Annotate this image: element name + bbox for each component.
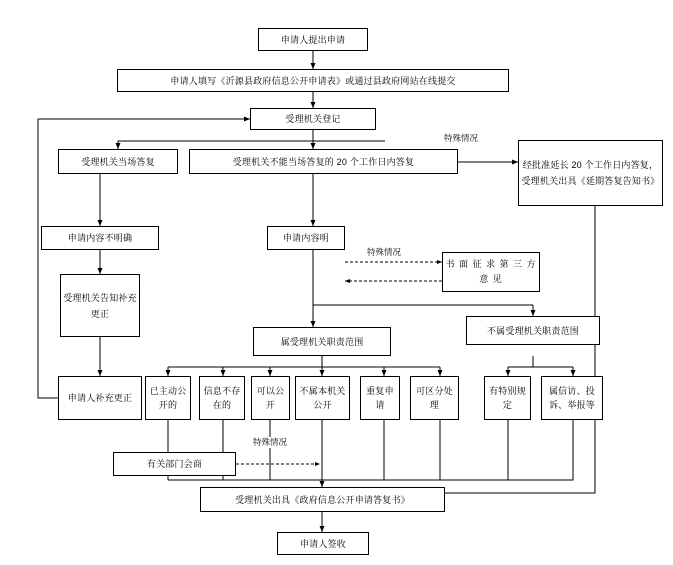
node-not-exist: 信息不存在的	[199, 376, 245, 420]
node-onsite-reply: 受理机关当场答复	[58, 149, 178, 174]
node-petition-complaint: 属信访、投诉、举报等	[541, 376, 603, 420]
node-third-party-opinion: 书 面 征 求 第 三 方 意 见	[442, 252, 540, 292]
node-not-this-agency: 不属本机关公开	[295, 376, 350, 420]
node-applicant-receipt: 申请人签收	[277, 532, 369, 555]
node-fill-form: 申请人填写《沂源县政府信息公开申请表》或通过县政府网站在线提交	[117, 69, 509, 92]
node-separable-handling: 可区分处理	[410, 376, 459, 420]
node-reply-document: 受理机关出具《政府信息公开申请答复书》	[200, 487, 445, 512]
node-special-provision: 有特别规定	[484, 376, 531, 420]
node-duplicate-request: 重复申请	[360, 376, 400, 420]
node-notify-supplement: 受理机关告知补充更正	[60, 274, 140, 337]
edge-label-special-case-3: 特殊情况	[253, 437, 288, 447]
edge-label-special-case-1: 特殊情况	[444, 133, 479, 143]
node-out-of-scope: 不属受理机关职责范围	[466, 316, 600, 345]
edge-label-special-case-2: 特殊情况	[367, 247, 402, 257]
node-within-scope: 属受理机关职责范围	[253, 327, 391, 356]
node-applicant-submit: 申请人提出申请	[258, 28, 368, 51]
node-applicant-supplement: 申请人补充更正	[58, 376, 142, 420]
node-already-published: 已主动公开的	[145, 376, 191, 420]
node-content-clear: 申请内容明	[267, 226, 345, 250]
node-registration: 受理机关登记	[250, 108, 376, 130]
node-departments-consult: 有关部门会商	[113, 452, 236, 476]
node-extension-notice: 经批准延长 20 个工作日内答复，受理机关出具《延期答复告知书》	[518, 140, 663, 206]
node-20-days-reply: 受理机关不能当场答复的 20 个工作日内答复	[189, 149, 458, 174]
node-can-publish: 可以公开	[251, 376, 290, 420]
node-content-unclear: 申请内容不明确	[41, 226, 159, 250]
